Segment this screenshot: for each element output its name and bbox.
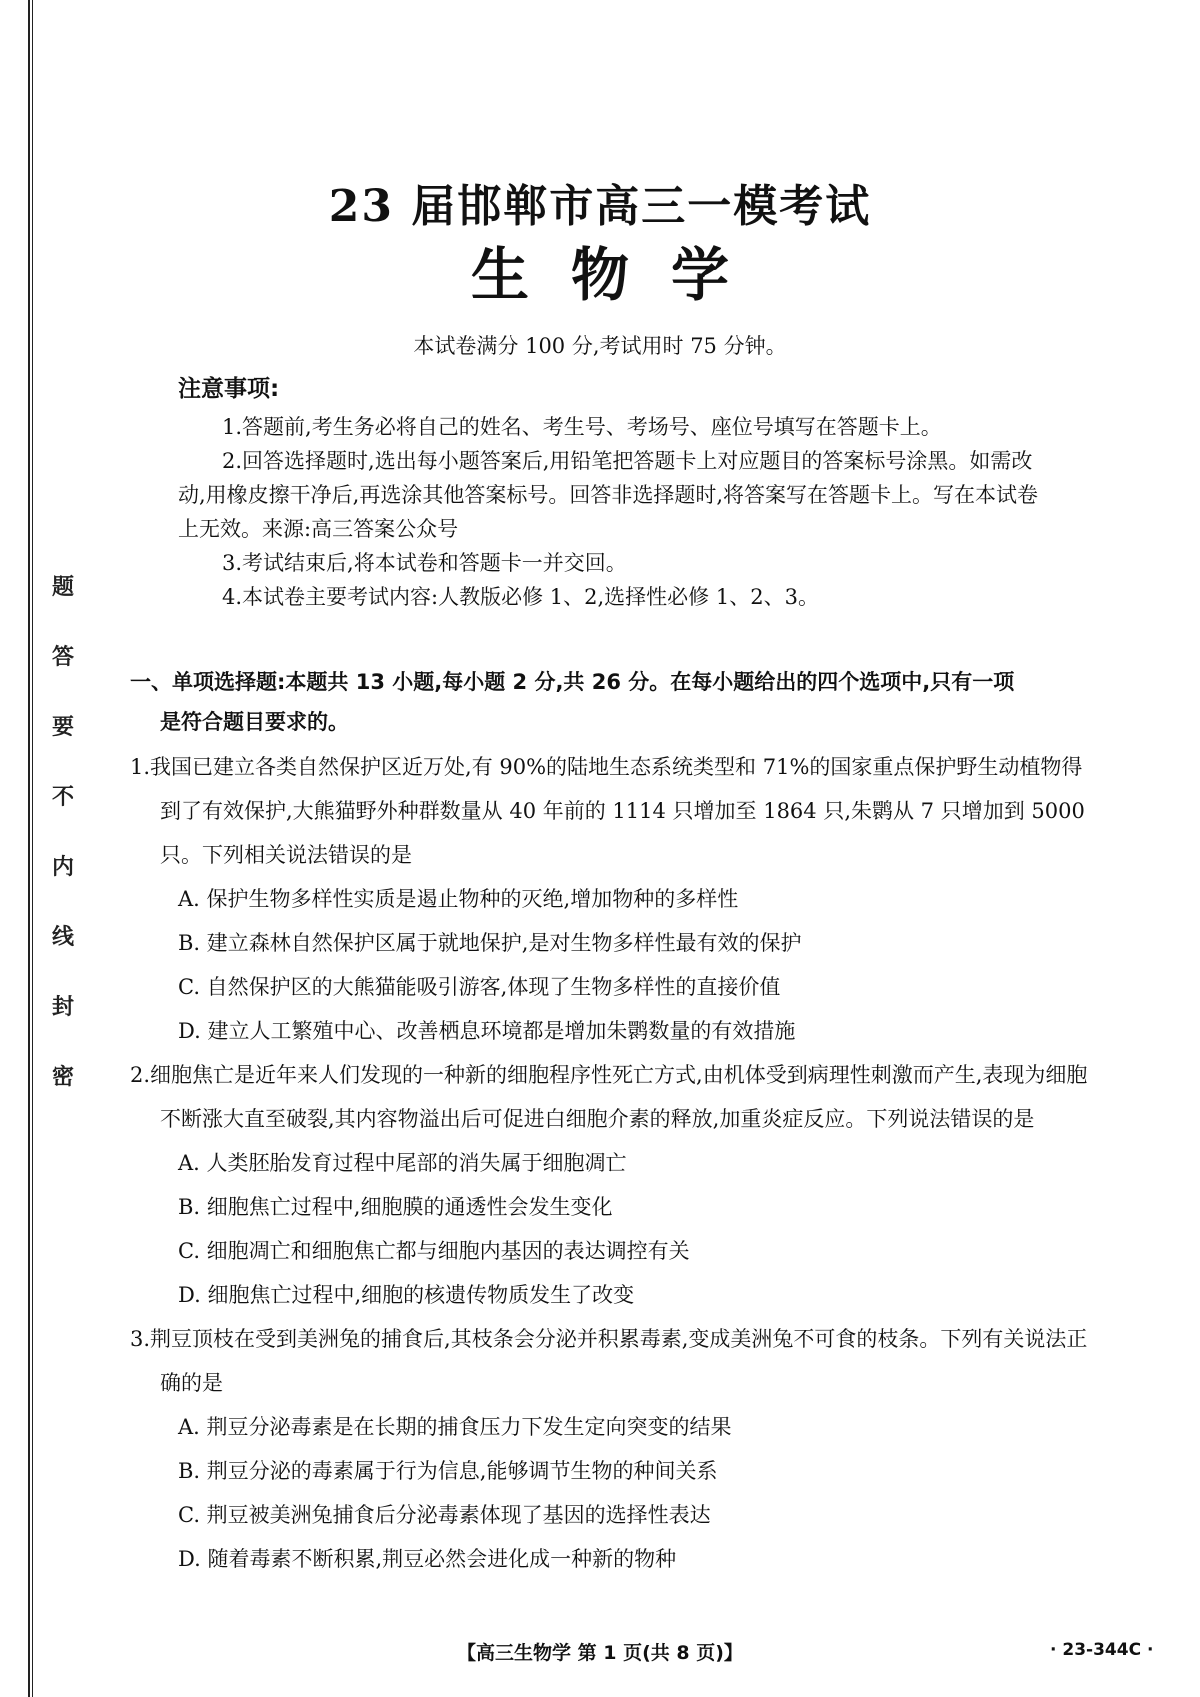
question-stem: 2.细胞焦亡是近年来人们发现的一种新的细胞程序性死亡方式,由机体受到病理性刺激而产生,表现为细胞不断涨大直至破裂,其内容物溢出后可促进白细胞介素的释放,加重炎症反应。下列说法错误的是: [130, 1063, 1088, 1131]
section-heading-line1: 一、单项选择题:本题共 13 小题,每小题 2 分,共 26 分。在每小题给出的四个选项中,只有一项: [130, 670, 1015, 694]
question-stem: 1.我国已建立各类自然保护区近万处,有 90%的陆地生态系统类型和 71%的国家重点保护野生动植物得到了有效保护,大熊猫野外种群数量从 40 年前的 1114 只增加至 1864 只,朱鹮从 7 只增加到 5000 只。下列相关说法错误的是: [130, 755, 1085, 867]
exam-title: 23 届邯郸市高三一模考试: [328, 181, 872, 232]
page-footer: 【高三生物学 第 1 页(共 8 页)】: [457, 1642, 743, 1664]
option-b: B. 细胞焦亡过程中,细胞膜的通透性会发生变化: [178, 1195, 613, 1219]
option-a: A. 保护生物多样性实质是遏止物种的灭绝,增加物种的多样性: [178, 887, 739, 911]
question-list: [130, 745, 1090, 1581]
question-3: [130, 1317, 1090, 1581]
subject-title: 生物学: [470, 241, 771, 309]
notice-heading: 注意事项:: [178, 376, 280, 402]
binding-seal-char: 要: [51, 714, 74, 740]
notice-item: 4.本试卷主要考试内容:人教版必修 1、2,选择性必修 1、2、3。: [222, 585, 819, 609]
binding-seal-char: 答: [51, 644, 74, 670]
option-b: B. 建立森林自然保护区属于就地保护,是对生物多样性最有效的保护: [178, 931, 802, 955]
binding-seal-char: 内: [51, 854, 74, 880]
question-stem: 3.荆豆顶枝在受到美洲兔的捕食后,其枝条会分泌并积累毒素,变成美洲兔不可食的枝条。下列有关说法正确的是: [130, 1327, 1088, 1395]
option-list: [130, 877, 1090, 1053]
option-c: C. 细胞凋亡和细胞焦亡都与细胞内基因的表达调控有关: [178, 1239, 690, 1263]
option-list: [130, 1405, 1090, 1581]
notice-item: 3.考试结束后,将本试卷和答题卡一并交回。: [222, 551, 627, 575]
option-b: B. 荆豆分泌的毒素属于行为信息,能够调节生物的种间关系: [178, 1459, 718, 1483]
binding-seal-char: 不: [51, 784, 74, 810]
question-2: [130, 1053, 1090, 1317]
paper-code: · 23-344C ·: [1050, 1640, 1154, 1660]
option-d: D. 建立人工繁殖中心、改善栖息环境都是增加朱鹮数量的有效措施: [178, 1019, 796, 1043]
binding-seal-char: 密: [51, 1064, 74, 1090]
notice-item: 2.回答选择题时,选出每小题答案后,用铅笔把答题卡上对应题目的答案标号涂黑。如需改动,用橡皮擦干净后,再选涂其他答案标号。回答非选择题时,将答案写在答题卡上。写在本试卷上无效。来源:高三答案公众号: [178, 449, 1039, 541]
option-list: [130, 1141, 1090, 1317]
notice-item: 1.答题前,考生务必将自己的姓名、考生号、考场号、座位号填写在答题卡上。: [222, 415, 942, 439]
option-a: A. 荆豆分泌毒素是在长期的捕食压力下发生定向突变的结果: [178, 1415, 732, 1439]
question-1: [130, 745, 1090, 1053]
option-a: A. 人类胚胎发育过程中尾部的消失属于细胞凋亡: [178, 1151, 627, 1175]
exam-intro: 本试卷满分 100 分,考试用时 75 分钟。: [413, 334, 787, 358]
section-heading: [130, 662, 1090, 742]
option-c: C. 荆豆被美洲兔捕食后分泌毒素体现了基因的选择性表达: [178, 1503, 711, 1527]
option-d: D. 细胞焦亡过程中,细胞的核遗传物质发生了改变: [178, 1283, 635, 1307]
notice-list: [178, 410, 1058, 614]
binding-seal-char: 封: [51, 994, 74, 1020]
option-d: D. 随着毒素不断积累,荆豆必然会进化成一种新的物种: [178, 1547, 677, 1571]
option-c: C. 自然保护区的大熊猫能吸引游客,体现了生物多样性的直接价值: [178, 975, 781, 999]
binding-seal-char: 题: [51, 574, 74, 600]
binding-seal-char: 线: [51, 924, 74, 950]
section-heading-line2: 是符合题目要求的。: [160, 710, 349, 734]
